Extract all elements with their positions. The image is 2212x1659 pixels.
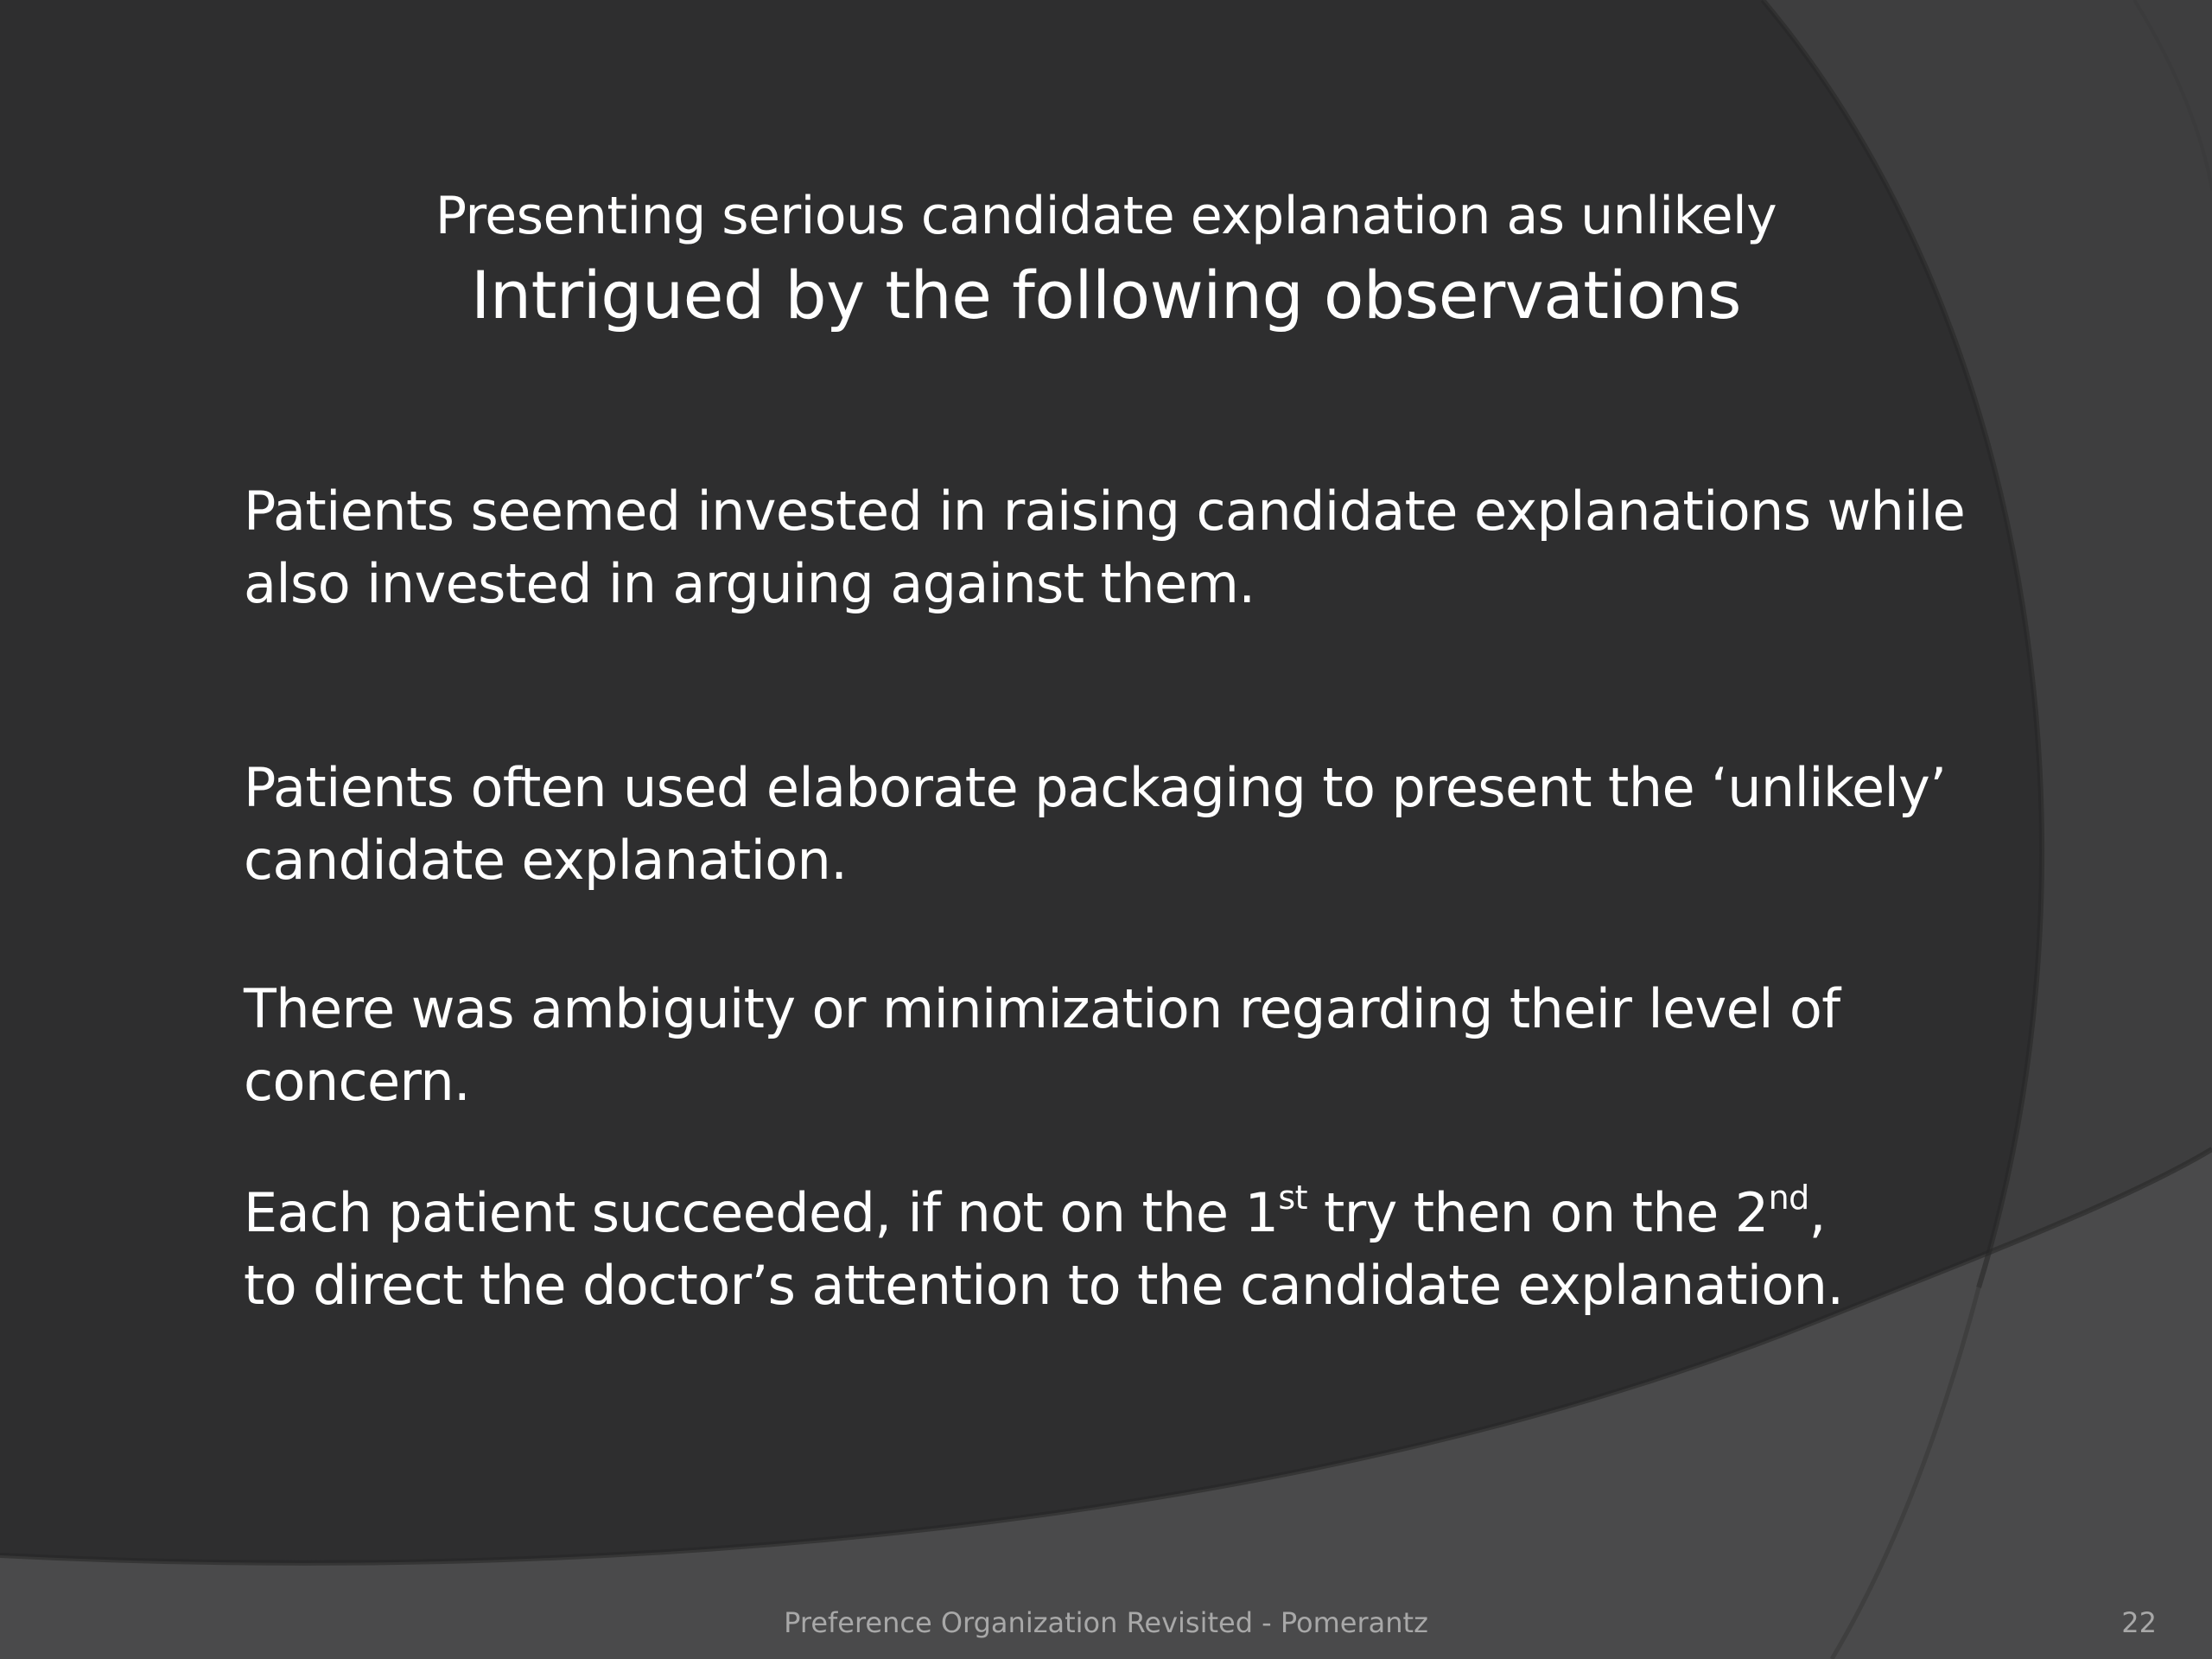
observation-paragraph-3: There was ambiguity or minimization regarding their level of concern.: [244, 977, 1840, 1113]
paragraph-4-text-part-1: Each patient succeeded, if not on the 1: [244, 1181, 1279, 1244]
observation-paragraph-2: Patients often used elaborate packaging to present the ‘unlikely’ candidate explanation.: [244, 756, 1947, 892]
observation-paragraph-1: Patients seemed invested in raising candidate explanations while also invested in arguing against them.: [244, 480, 1966, 615]
paragraph-4-text-part-2: try then on the 2: [1306, 1181, 1769, 1244]
ordinal-superscript-st: st: [1278, 1179, 1307, 1217]
slide-number: 22: [2121, 1606, 2157, 1639]
paragraph-4-text-part-3: , to direct the doctor’s attention to the candidate explanation.: [244, 1181, 1844, 1317]
observation-paragraph-4: [244, 1177, 1851, 1322]
slide-subtitle: Presenting serious candidate explanation as unlikely: [435, 186, 1777, 246]
slide-footer: Preference Organization Revisited - Pomerantz: [784, 1606, 1428, 1639]
slide-title: Intrigued by the following observations: [471, 257, 1741, 334]
ordinal-superscript-nd: nd: [1768, 1179, 1809, 1217]
